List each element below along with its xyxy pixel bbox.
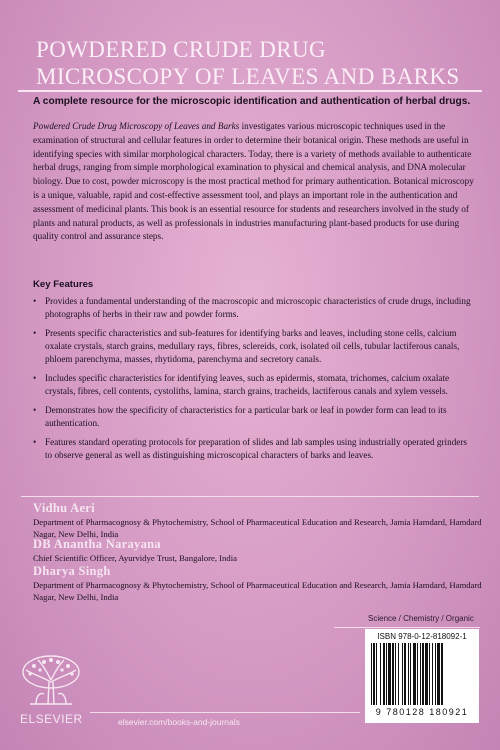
elsevier-tree-logo <box>18 652 84 710</box>
barcode-bar <box>376 643 377 705</box>
barcode-bar <box>395 643 396 705</box>
barcode <box>365 629 479 723</box>
barcode-bar <box>383 643 385 705</box>
author-block <box>33 537 483 564</box>
barcode-number: 9 780128 180921 <box>375 707 469 717</box>
barcode-bar <box>425 643 428 705</box>
barcode-bars <box>371 643 473 705</box>
author-block <box>33 564 483 603</box>
feature-item: • Presents specific characteristics and sub-features for identifying barks and leaves, including stone cells, calcium oxalate crystals, starch grains, medullary rays, fibres, sclereids, cork, isolated oil cells, tubular lactiferous canals, phloem parenchyma, masses, rhytidoma, parenchyma and secretory canals. <box>33 327 473 366</box>
barcode-bar <box>429 643 430 705</box>
author-name: Dharya Singh <box>33 564 111 578</box>
isbn-text: ISBN 978-0-12-818092-1 <box>377 632 467 641</box>
barcode-bar <box>371 643 372 705</box>
description-text: investigates various microscopic techniques used in the examination of structural and cellular features in order to determine their botanical origin. These methods are useful in identifying species with similar morphological characters. Today, there is a variety of methods available to authenticate herbal drugs, ranging from simple morphological examination to physical and chemical analysis, and DNA molecular biology. Due to cost, powder microscopy is the most practical method for primary authentication. Botanical microscopy is a unique, valuable, rapid and cost-effective assessment tool, and plays an important role in the authentication and assessment of medicinal plants. This book is an essential resource for students and researchers involved in the study of plants and natural products, as well as professionals in industries manufacturing plant-based products for use during quality control and assurance steps. <box>33 121 474 242</box>
subject-categories: Science / Chemistry / Organic <box>368 614 474 623</box>
barcode-bar <box>410 643 411 705</box>
barcode-bar <box>441 643 443 705</box>
feature-item: • Provides a fundamental understanding of the macroscopic and microscopic characteristics of crude drugs, including photographs of herbs in their raw and powder forms. <box>33 295 473 321</box>
author-name: DB Anantha Narayana <box>33 537 161 551</box>
barcode-bar <box>373 643 375 705</box>
author-name: Vidhu Aeri <box>33 501 95 515</box>
description <box>33 120 479 244</box>
barcode-bar <box>417 643 418 705</box>
authors-divider <box>21 496 479 497</box>
barcode-bar <box>437 643 440 705</box>
barcode-bar <box>422 643 424 705</box>
barcode-bar <box>388 643 391 705</box>
feature-item: • Includes specific characteristics for identifying leaves, such as epidermis, stomata, trichomes, calcium oxalate crystals, fibres, cell contents, cystoliths, lamina, starch grains, tracheids, lactiferous canals and xylem vessels. <box>33 372 473 398</box>
publisher-name: ELSEVIER <box>20 712 83 726</box>
author-affiliation: Chief Scientific Officer, Ayurvidye Trust, Bangalore, India <box>33 553 238 563</box>
barcode-bar <box>404 643 406 705</box>
barcode-bar <box>420 643 421 705</box>
author-affiliation: Department of Pharmacognosy & Phytochemistry, School of Pharmaceutical Education and Research, Jamia Hamdard, Hamdard Nagar, New Delhi, India <box>33 517 482 539</box>
subjects-divider <box>334 627 480 628</box>
barcode-bar <box>380 643 381 705</box>
barcode-bar <box>386 643 387 705</box>
tagline: A complete resource for the microscopic identification and authentication of herbal drugs. <box>33 96 471 107</box>
author-affiliation: Department of Pharmacognosy & Phytochemistry, School of Pharmaceutical Education and Research, Jamia Hamdard, Hamdard Nagar, New Delhi, India <box>33 580 482 602</box>
key-features-list <box>33 295 473 468</box>
publisher-website: elsevier.com/books-and-journals <box>118 717 240 727</box>
barcode-bar <box>408 643 409 705</box>
book-title-line-1: POWDERED CRUDE DRUG <box>36 37 326 62</box>
title-divider <box>18 90 482 92</box>
barcode-bar <box>435 643 436 705</box>
description-book-title: Powdered Crude Drug Microscopy of Leaves and Barks <box>33 121 240 131</box>
author-block <box>33 501 483 540</box>
feature-item: • Features standard operating protocols for preparation of slides and lab samples using industrially operated grinders to observe general as well as distinguishing microscopical characters of barks and leaves. <box>33 436 473 462</box>
barcode-bar <box>432 643 433 705</box>
book-title <box>36 36 476 90</box>
key-features-heading: Key Features <box>33 279 94 290</box>
book-title-line-2: MICROSCOPY OF LEAVES AND BARKS <box>36 64 460 89</box>
barcode-bar <box>398 643 399 705</box>
footer-divider <box>90 712 360 713</box>
barcode-bar <box>392 643 394 705</box>
feature-item: • Demonstrates how the specificity of characteristics for a particular bark or leaf in powder form can lead to its authentication. <box>33 404 473 430</box>
barcode-bar <box>413 643 416 705</box>
barcode-bar <box>402 643 403 705</box>
